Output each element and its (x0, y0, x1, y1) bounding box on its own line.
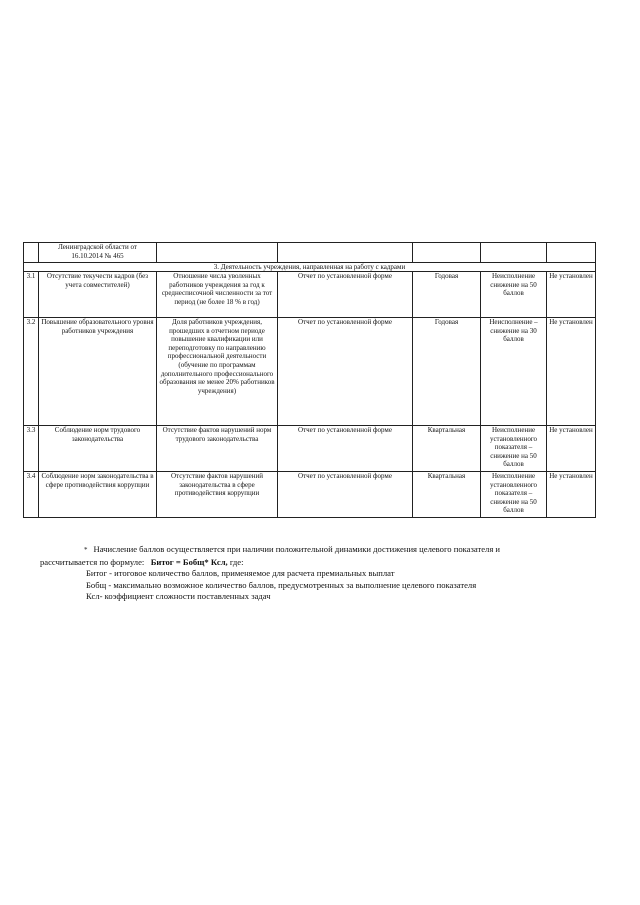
row-penalty: Неисполнение установленного показателя – снижение на 50 баллов (481, 472, 547, 518)
row-number: 3.4 (24, 472, 39, 518)
row-period: Годовая (413, 318, 481, 426)
row-period: Квартальная (413, 426, 481, 472)
continuation-text (39, 243, 157, 263)
row-penalty: Неисполнение установленного показателя – снижение на 50 баллов (481, 426, 547, 472)
table-row (24, 426, 596, 472)
footnote-line1 (40, 544, 598, 557)
row-criterion: Отсутствие фактов нарушений норм трудового законодательства (157, 426, 278, 472)
continuation-row (24, 243, 596, 263)
section-title: 3. Деятельность учреждения, направленная на работу с кадрами (24, 263, 596, 272)
formula: Битог = Бобщ* Ксл, (150, 556, 228, 567)
bullet-icon: * (84, 546, 88, 554)
cell-empty (481, 243, 547, 263)
row-limit: Не установлен (547, 272, 596, 318)
formula-intro: рассчитывается по формуле: (40, 556, 145, 567)
row-period: Годовая (413, 272, 481, 318)
row-indicator: Отсутствие текучести кадров (без учета совместителей) (39, 272, 157, 318)
row-report: Отчет по установленной форме (278, 472, 413, 518)
row-penalty: Неисполнение – снижение на 30 баллов (481, 318, 547, 426)
row-number: 3.1 (24, 272, 39, 318)
row-criterion: Отсутствие фактов нарушений законодательства в сфере противодействия коррупции (157, 472, 278, 518)
cell-empty (157, 243, 278, 263)
cell-empty (24, 243, 39, 263)
row-period: Квартальная (413, 472, 481, 518)
footnote-text: Начисление баллов осуществляется при наличии положительной динамики достижения целевого показателя и (93, 544, 501, 554)
continuation-line1: Ленинградской области от (58, 243, 137, 251)
row-report: Отчет по установленной форме (278, 272, 413, 318)
cell-empty (413, 243, 481, 263)
footnote-line2 (40, 557, 598, 569)
definition-max: Бобщ - максимально возможное количество баллов, предусмотренных за выполнение целевого показателя (86, 579, 477, 590)
cell-empty (547, 243, 596, 263)
continuation-line2: 16.10.2014 № 465 (71, 251, 124, 260)
row-indicator: Повышение образовательного уровня работников учреждения (39, 318, 157, 426)
row-number: 3.3 (24, 426, 39, 472)
footnote (40, 544, 598, 603)
table-row (24, 472, 596, 518)
row-criterion: Отношение числа уволенных работников учреждения за год к среднесписочной численности за тот период (не более 18 % в год) (157, 272, 278, 318)
row-limit: Не установлен (547, 426, 596, 472)
table-row (24, 272, 596, 318)
formula-suffix: где: (227, 556, 244, 567)
row-penalty: Неисполнение снижение на 50 баллов (481, 272, 547, 318)
row-number: 3.2 (24, 318, 39, 426)
row-report: Отчет по установленной форме (278, 318, 413, 426)
definition-total: Битог - итоговое количество баллов, применяемое для расчета премиальных выплат (86, 568, 395, 578)
criteria-table (23, 242, 596, 518)
cell-empty (278, 243, 413, 263)
row-report: Отчет по установленной форме (278, 426, 413, 472)
row-indicator: Соблюдение норм законодательства в сфере противодействия коррупции (39, 472, 157, 518)
table-row (24, 318, 596, 426)
row-indicator: Соблюдение норм трудового законодательства (39, 426, 157, 472)
row-limit: Не установлен (547, 472, 596, 518)
row-criterion: Доля работников учреждения, прошедших в отчетном периоде повышение квалификации или переподготовку по направлению профессиональной деятельности (обучение по программам дополнительного профессионального образования не менее 20% работников учреждения) (157, 318, 278, 426)
row-limit: Не установлен (547, 318, 596, 426)
definition-coefficient: Ксл- коэффициент сложности поставленных задач (86, 591, 271, 601)
section-row (24, 263, 596, 272)
